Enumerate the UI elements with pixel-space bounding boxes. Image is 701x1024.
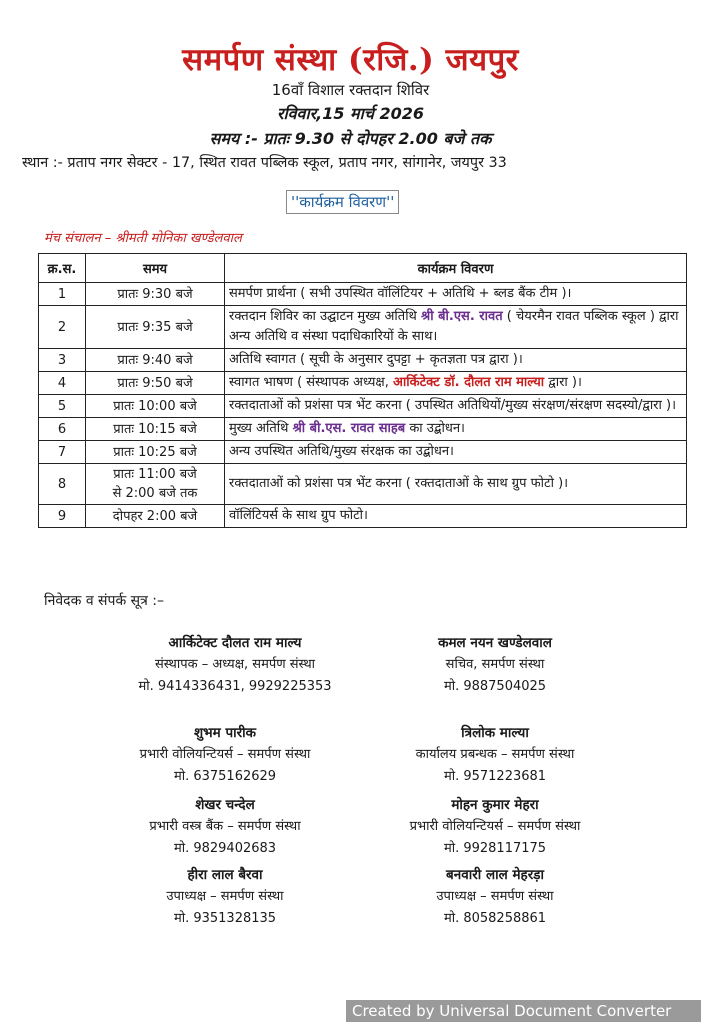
row-number: 3 xyxy=(39,349,86,372)
contact-role: सचिव, समर्पण संस्था xyxy=(445,657,545,672)
contact-name: त्रिलोक माल्या xyxy=(461,725,529,741)
contact-name: बनवारी लाल मेहरड़ा xyxy=(446,867,544,883)
chief-guest-name: श्री बी.एस. रावत साहब xyxy=(292,421,406,436)
row-number: 6 xyxy=(39,418,86,441)
contact-phone: मो. 9571223681 xyxy=(443,769,547,784)
row-description-text: रक्तदान शिविर का उद्घाटन मुख्य अतिथि xyxy=(229,309,422,324)
row-number: 4 xyxy=(39,372,86,395)
row-time: प्रातः 10:15 बजे xyxy=(86,418,225,441)
row-description: रक्तदाताओं को प्रशंसा पत्र भेंट करना ( रक्तदाताओं के साथ ग्रुप फोटो )। xyxy=(225,464,687,505)
contact-phone: मो. 9829402683 xyxy=(173,841,277,856)
table-row xyxy=(39,505,687,528)
contact-name: आर्किटेक्ट दौलत राम माल्य xyxy=(168,635,302,651)
row-number: 5 xyxy=(39,395,86,418)
table-row xyxy=(39,372,687,395)
event-time: समय :- प्रातः 9.30 से दोपहर 2.00 बजे तक xyxy=(209,129,492,148)
contact-phone: मो. 6375162629 xyxy=(173,769,277,784)
row-description xyxy=(225,418,687,441)
contact-phone: मो. 9887504025 xyxy=(443,679,547,694)
row-number: 9 xyxy=(39,505,86,528)
event-date: रविवार,15 मार्च 2026 xyxy=(276,104,425,123)
row-description: रक्तदाताओं को प्रशंसा पत्र भेंट करना ( उपस्थित अतिथियों/मुख्य संरक्षण/संरक्षण सदस्यो/द्वारा )। xyxy=(225,395,687,418)
column-header-time: समय xyxy=(86,254,225,283)
column-header-description: कार्यक्रम विवरण xyxy=(225,254,687,283)
contact-card xyxy=(370,722,620,788)
schedule-table xyxy=(38,253,687,528)
contact-card xyxy=(90,794,360,860)
contact-card xyxy=(90,864,360,930)
contact-role: प्रभारी वोलियन्टियर्स – समर्पण संस्था xyxy=(139,747,311,762)
row-number: 8 xyxy=(39,464,86,505)
contact-card xyxy=(100,632,370,698)
contact-card xyxy=(90,722,360,788)
row-time-start: प्रातः 11:00 बजे xyxy=(113,467,197,482)
contact-name: हीरा लाल बैरवा xyxy=(187,867,263,883)
row-description xyxy=(225,306,687,349)
row-time-end: से 2:00 बजे तक xyxy=(112,486,198,501)
row-time: दोपहर 2:00 बजे xyxy=(86,505,225,528)
event-venue: स्थान :- प्रताप नगर सेक्टर - 17, स्थित रावत पब्लिक स्कूल, प्रताप नगर, सांगानेर, जयपुर 33 xyxy=(22,155,507,171)
converter-watermark: Created by Universal Document Converter xyxy=(346,1000,701,1022)
table-row xyxy=(39,306,687,349)
organization-title: समर्पण संस्था (रजि.) जयपुर xyxy=(182,42,519,78)
table-row xyxy=(39,395,687,418)
row-number: 7 xyxy=(39,441,86,464)
contact-phone: मो. 9351328135 xyxy=(173,911,277,926)
row-number: 1 xyxy=(39,283,86,306)
row-description-text: मुख्य अतिथि xyxy=(229,421,293,436)
row-time: प्रातः 9:50 बजे xyxy=(86,372,225,395)
contact-name: मोहन कुमार मेहरा xyxy=(451,797,539,813)
row-description-text: ( चेयरमैन रावत पब्लिक स्कूल ) द्वारा अन्य अतिथि व संस्था पदाधिकारियों के साथ। xyxy=(229,309,679,344)
event-subtitle: 16वाँ विशाल रक्तदान शिविर xyxy=(271,81,430,99)
row-description xyxy=(225,372,687,395)
table-row xyxy=(39,418,687,441)
schedule-header-row xyxy=(39,254,687,283)
row-time xyxy=(86,464,225,505)
contact-name: कमल नयन खण्डेलवाल xyxy=(438,635,552,651)
contact-name: शुभम पारीक xyxy=(194,725,256,741)
contact-role: उपाध्यक्ष – समर्पण संस्था xyxy=(436,889,554,904)
row-description-text: स्वागत भाषण ( संस्थापक अध्यक्ष, xyxy=(229,375,393,390)
contact-name: शेखर चन्देल xyxy=(195,797,255,813)
row-time: प्रातः 9:40 बजे xyxy=(86,349,225,372)
row-time: प्रातः 9:35 बजे xyxy=(86,306,225,349)
stage-anchor: मंच संचालन – श्रीमती मोनिका खण्डेलवाल xyxy=(44,231,242,246)
row-description: वॉलिंटियर्स के साथ ग्रुप फोटो। xyxy=(225,505,687,528)
row-time: प्रातः 10:00 बजे xyxy=(86,395,225,418)
chief-guest-name: श्री बी.एस. रावत xyxy=(421,309,503,324)
program-heading: ''कार्यक्रम विवरण'' xyxy=(286,190,399,214)
table-row xyxy=(39,441,687,464)
row-description-text: का उद्बोधन। xyxy=(405,421,465,436)
contact-role: उपाध्यक्ष – समर्पण संस्था xyxy=(166,889,284,904)
contacts-heading: निवेदक व संपर्क सूत्र :– xyxy=(44,593,165,609)
row-description-text: द्वारा )। xyxy=(544,375,582,390)
row-description: समर्पण प्रार्थना ( सभी उपस्थित वॉलिंटियर + अतिथि + ब्लड बैंक टीम )। xyxy=(225,283,687,306)
contact-role: प्रभारी वस्त्र बैंक – समर्पण संस्था xyxy=(149,819,301,834)
contact-phone: मो. 9928117175 xyxy=(443,841,547,856)
row-time: प्रातः 9:30 बजे xyxy=(86,283,225,306)
row-description: अतिथि स्वागत ( सूची के अनुसार दुपट्टा + कृतज्ञता पत्र द्वारा )। xyxy=(225,349,687,372)
row-number: 2 xyxy=(39,306,86,349)
contact-card xyxy=(370,632,620,698)
contact-phone: मो. 9414336431, 9929225353 xyxy=(138,679,332,694)
table-row xyxy=(39,464,687,505)
contact-phone: मो. 8058258861 xyxy=(443,911,547,926)
founder-name: आर्किटेक्ट डॉ. दौलत राम माल्या xyxy=(392,375,545,390)
contact-role: प्रभारी वोलियन्टियर्स – समर्पण संस्था xyxy=(409,819,581,834)
contact-card xyxy=(370,864,620,930)
column-header-serial: क्र.स. xyxy=(39,254,86,283)
contact-role: कार्यालय प्रबन्धक – समर्पण संस्था xyxy=(415,747,575,762)
row-time: प्रातः 10:25 बजे xyxy=(86,441,225,464)
table-row xyxy=(39,283,687,306)
row-description: अन्य उपस्थित अतिथि/मुख्य संरक्षक का उद्बोधन। xyxy=(225,441,687,464)
table-row xyxy=(39,349,687,372)
contact-role: संस्थापक – अध्यक्ष, समर्पण संस्था xyxy=(154,657,316,672)
contact-card xyxy=(370,794,620,860)
